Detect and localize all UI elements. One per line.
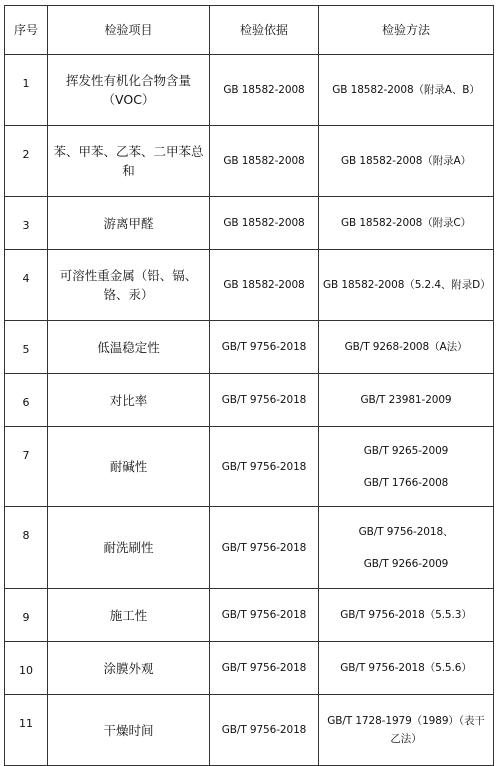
header-method: 检验方法 <box>319 6 494 55</box>
method-line: GB/T 1728-1979（1989）（表干乙法） <box>327 715 485 745</box>
table-row <box>5 695 494 766</box>
row-number: 6 <box>5 374 48 427</box>
table-row <box>5 126 494 197</box>
method-line: GB/T 9756-2018、 <box>358 525 454 538</box>
inspection-basis: GB 18582-2008 <box>210 126 319 197</box>
inspection-basis: GB 18582-2008 <box>210 55 319 126</box>
inspection-method <box>319 197 494 250</box>
inspection-basis: GB/T 9756-2018 <box>210 321 319 374</box>
method-line: GB/T 9265-2009 <box>363 444 449 457</box>
method-line: GB/T 1766-2008 <box>363 476 449 489</box>
inspection-basis: GB 18582-2008 <box>210 250 319 321</box>
inspection-basis: GB/T 9756-2018 <box>210 642 319 695</box>
table-row <box>5 507 494 589</box>
table-row <box>5 250 494 321</box>
inspection-method <box>319 589 494 642</box>
inspection-item: 可溶性重金属（铅、镉、铬、汞） <box>48 250 210 321</box>
table-row <box>5 374 494 427</box>
inspection-method <box>319 374 494 427</box>
table-row <box>5 589 494 642</box>
inspection-item: 挥发性有机化合物含量（VOC） <box>48 55 210 126</box>
inspection-basis: GB/T 9756-2018 <box>210 507 319 589</box>
table-body <box>5 55 494 766</box>
inspection-item: 对比率 <box>48 374 210 427</box>
inspection-basis: GB/T 9756-2018 <box>210 427 319 507</box>
inspection-item: 施工性 <box>48 589 210 642</box>
table-row <box>5 321 494 374</box>
inspection-item: 涂膜外观 <box>48 642 210 695</box>
method-line: GB/T 9268-2008（A法） <box>344 341 468 353</box>
method-line: GB/T 9266-2009 <box>363 557 449 570</box>
method-line: GB/T 23981-2009 <box>360 394 452 406</box>
inspection-method <box>319 427 494 507</box>
row-number: 8 <box>5 507 48 589</box>
inspection-item: 苯、甲苯、乙苯、二甲苯总和 <box>48 126 210 197</box>
row-number: 7 <box>5 427 48 507</box>
table-row <box>5 642 494 695</box>
row-number: 1 <box>5 55 48 126</box>
row-number: 9 <box>5 589 48 642</box>
table-row <box>5 427 494 507</box>
header-basis: 检验依据 <box>210 6 319 55</box>
inspection-item: 游离甲醛 <box>48 197 210 250</box>
row-number: 5 <box>5 321 48 374</box>
method-line: GB 18582-2008（附录A） <box>341 155 471 167</box>
row-number: 4 <box>5 250 48 321</box>
method-line: GB 18582-2008（5.2.4、附录D） <box>323 279 491 291</box>
method-line: GB/T 9756-2018（5.5.3） <box>340 609 472 621</box>
method-line: GB/T 9756-2018（5.5.6） <box>340 662 472 674</box>
inspection-method <box>319 126 494 197</box>
method-line: GB 18582-2008（附录C） <box>340 217 472 229</box>
inspection-basis: GB 18582-2008 <box>210 197 319 250</box>
inspection-item: 耐洗刷性 <box>48 507 210 589</box>
header-row <box>5 6 494 55</box>
row-number: 2 <box>5 126 48 197</box>
row-number: 3 <box>5 197 48 250</box>
row-number: 10 <box>5 642 48 695</box>
row-number: 11 <box>5 695 48 766</box>
table-row <box>5 55 494 126</box>
inspection-basis: GB/T 9756-2018 <box>210 695 319 766</box>
inspection-item: 耐碱性 <box>48 427 210 507</box>
header-number: 序号 <box>5 6 48 55</box>
inspection-basis: GB/T 9756-2018 <box>210 374 319 427</box>
inspection-method <box>319 642 494 695</box>
header-item: 检验项目 <box>48 6 210 55</box>
inspection-item: 低温稳定性 <box>48 321 210 374</box>
method-line: GB 18582-2008（附录A、B） <box>332 84 480 96</box>
inspection-basis: GB/T 9756-2018 <box>210 589 319 642</box>
inspection-method <box>319 321 494 374</box>
inspection-method <box>319 55 494 126</box>
inspection-method <box>319 507 494 589</box>
inspection-method <box>319 250 494 321</box>
table-row <box>5 197 494 250</box>
inspection-method <box>319 695 494 766</box>
inspection-item: 干燥时间 <box>48 695 210 766</box>
inspection-table <box>4 5 494 766</box>
